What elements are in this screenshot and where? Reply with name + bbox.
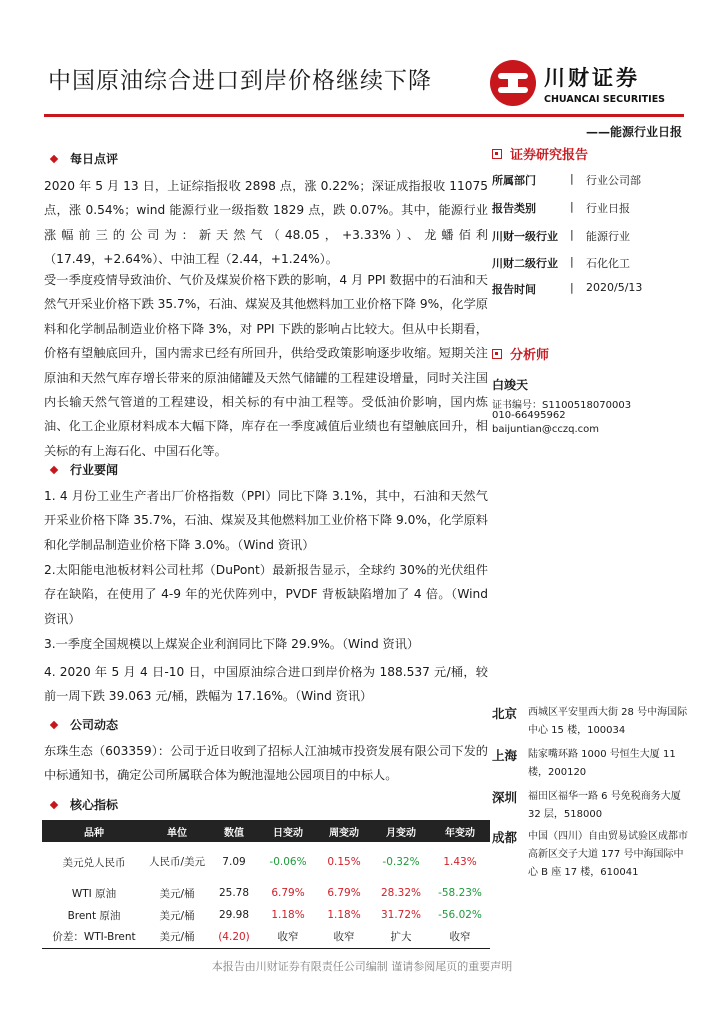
table-cell: 1.18% [327,909,361,921]
diamond-bullet-icon [48,153,60,165]
table-cell: 6.79% [327,887,361,899]
analyst-heading: 分析师 [492,344,549,363]
column-header: 年变动 [430,820,490,842]
news-item: 1. 4 月份工业生产者出厂价格指数（PPI）同比下降 3.1%，其中，石油和天然气开采业价格下降 35.7%，石油、煤炭及其他燃料加工业价格下降 9.0%，化学原料和化学制品制造业价格下降 3.0%。（Wind 资讯） [44,489,488,552]
table-cell: 6.79% [271,887,305,899]
table-cell: -0.06% [269,856,307,868]
table-cell: 美元/桶 [146,926,208,948]
report-title: 中国原油综合进口到岸价格继续下降 [48,68,432,94]
table-row [42,926,490,948]
diamond-bullet-icon [48,799,60,811]
table-row [42,882,490,904]
info-value: 行业公司部 [586,174,641,187]
section-heading: 行业要闻 [70,463,119,477]
info-row [492,255,692,271]
section-daily-comment [48,150,118,167]
office-shanghai [492,746,692,782]
company-logo [490,58,686,110]
diamond-bullet-icon [48,719,60,731]
table-cell: 1.43% [443,856,477,868]
info-value: 行业日报 [586,202,630,215]
info-separator: | [570,281,574,294]
table-cell: 美元/桶 [159,909,195,922]
table-cell: 人民币/美元 [148,856,206,868]
office-city: 北京 [492,706,518,721]
office-address: 中国（四川）自由贸易试验区成都市高新区交子大道 177 号中海国际中心 B 座 17 楼，610041 [528,831,688,878]
office-city: 成都 [492,830,518,845]
table-cell: 7.09 [222,856,246,868]
company-news-text: 东珠生态（603359）：公司于近日收到了招标人江油城市投资发展有限公司下发的中标通知书，确定公司所属联合体为鲵池湿地公园项目的中标人。 [44,744,488,783]
analyst-cert: 证书编号：S1100518070003 [492,400,632,411]
section-company-news [48,716,118,733]
daily-comment-paragraph-2: 受一季度疫情导致油价、气价及煤炭价格下跌的影响，4 月 PPI 数据中的石油和天然气开采业价格下跌 35.7%，石油、煤炭及其他燃料加工业价格下降 9%，化学原料和化学制品制造业价格下降 3%，对 PPI 下跌的影响占比较大。但从中长期看，价格有望触底回升，国内需求已经有所回升，供给受政策影响逐步收缩。短期关注原油和天然气库存增长带来的原油储罐及天然气储罐的工程建设增量，同时关注国内长输天然气管道的工程建设，相关标的有中油工程等。受低油价影响，国内炼油、化工企业原材料成本大幅下降，库存在一季度减值后业绩也有望触底回升，相关标的有上海石化、中国石化等。 [44,273,488,458]
office-chengdu [492,828,692,882]
info-separator: | [570,255,574,268]
table-cell: 美元/桶 [159,887,195,900]
office-shenzhen [492,788,692,824]
table-cell: 31.72% [380,909,422,921]
research-report-heading: 证券研究报告 [492,144,588,163]
table-cell: 价差：WTI-Brent [42,926,146,948]
table-row [42,904,490,926]
analyst-name: 白竣天 [492,378,529,392]
info-label: 所属部门 [492,174,536,187]
office-beijing [492,704,692,740]
table-row [42,842,490,882]
page-footer: 本报告由川财证券有限责任公司编制 谨请参阅尾页的重要声明 [211,960,513,973]
table-cell: 扩大 [372,926,430,948]
table-cell: 美元兑人民币 [62,856,126,869]
info-label: 报告时间 [492,283,536,296]
column-header: 日变动 [260,820,316,842]
table-cell: 收窄 [316,926,372,948]
table-cell: 收窄 [260,926,316,948]
daily-comment-paragraph-1: 2020 年 5 月 13 日，上证综指报收 2898 点，涨 0.22%；深证成指报收 11075 点，涨 0.54%；wind 能源行业一级指数 1829 点，跌 0.07%。其中，能源行业涨幅前三的公司为：新天然气（48.05，+3.33%）、龙蟠佰利（17.49，+2.64%）、中油工程（2.44，+1.24%）。 [44,179,488,267]
column-header: 月变动 [372,820,430,842]
info-value: 石化化工 [586,257,630,270]
square-bullet-icon [492,349,502,359]
section-heading: 核心指标 [70,798,119,812]
logo-mark-icon [490,60,536,106]
column-header: 周变动 [316,820,372,842]
info-separator: | [570,228,574,241]
table-cell: -0.32% [382,856,420,868]
info-row [492,228,692,244]
info-separator: | [570,172,574,185]
table-cell: WTI 原油 [71,887,117,900]
table-cell: (4.20) [208,926,260,948]
table-cell: 25.78 [218,887,250,899]
info-label: 川财一级行业 [492,230,558,243]
analyst-phone: 010-66495962 [492,410,566,421]
office-address: 陆家嘴环路 1000 号恒生大厦 11 楼，200120 [528,749,676,778]
news-item: 3.一季度全国规模以上煤炭企业利润同比下降 29.9%。（Wind 资讯） [44,637,420,651]
section-industry-news [48,461,118,478]
header-divider [44,114,684,117]
info-value: 2020/5/13 [586,281,643,294]
table-cell: 0.15% [327,856,361,868]
table-cell: -56.02% [438,909,482,921]
table-cell: 1.18% [271,909,305,921]
info-label: 川财二级行业 [492,257,558,270]
news-item: 4. 2020 年 5 月 4 日-10 日，中国原油综合进口到岸价格为 188.537 元/桶，较前一周下跌 39.063 元/桶，跌幅为 17.16%。（Wind 资讯） [44,665,488,704]
column-header: 单位 [146,820,208,842]
info-label: 报告类别 [492,202,536,215]
table-cell: -58.23% [438,887,482,899]
office-address: 西城区平安里西大街 28 号中海国际中心 15 楼，100034 [528,707,688,736]
column-header: 数值 [208,820,260,842]
info-row [492,172,692,188]
news-item: 2.太阳能电池板材料公司杜邦（DuPont）最新报告显示，全球约 30%的光伏组件存在缺陷，在使用了 4-9 年的光伏阵列中，PVDF 背板缺陷增加了 4 倍。（Wind 资讯） [44,563,488,626]
logo-chinese-name: 川财证券 [544,66,640,90]
table-cell: 29.98 [218,909,250,921]
section-core-indicators [48,796,118,813]
info-value: 能源行业 [586,230,630,243]
info-separator: | [570,200,574,213]
office-city: 上海 [492,748,518,763]
section-heading: 公司动态 [70,718,119,732]
square-bullet-icon [492,149,502,159]
table-cell: 28.32% [380,887,422,899]
info-row [492,281,692,297]
office-city: 深圳 [492,790,518,805]
logo-english-name: CHUANCAI SECURITIES [544,94,666,105]
table-cell: 收窄 [430,926,490,948]
info-row [492,200,692,216]
diamond-bullet-icon [48,464,60,476]
core-indicators-table [42,820,490,949]
table-header-row [42,820,490,842]
table-cell: Brent 原油 [67,909,121,922]
office-address: 福田区福华一路 6 号免税商务大厦 32 层，518000 [528,791,681,820]
column-header: 品种 [42,820,146,842]
report-subtitle: ——能源行业日报 [585,125,682,139]
section-heading: 每日点评 [70,152,119,166]
analyst-email[interactable]: baijuntian@cczq.com [492,424,600,435]
